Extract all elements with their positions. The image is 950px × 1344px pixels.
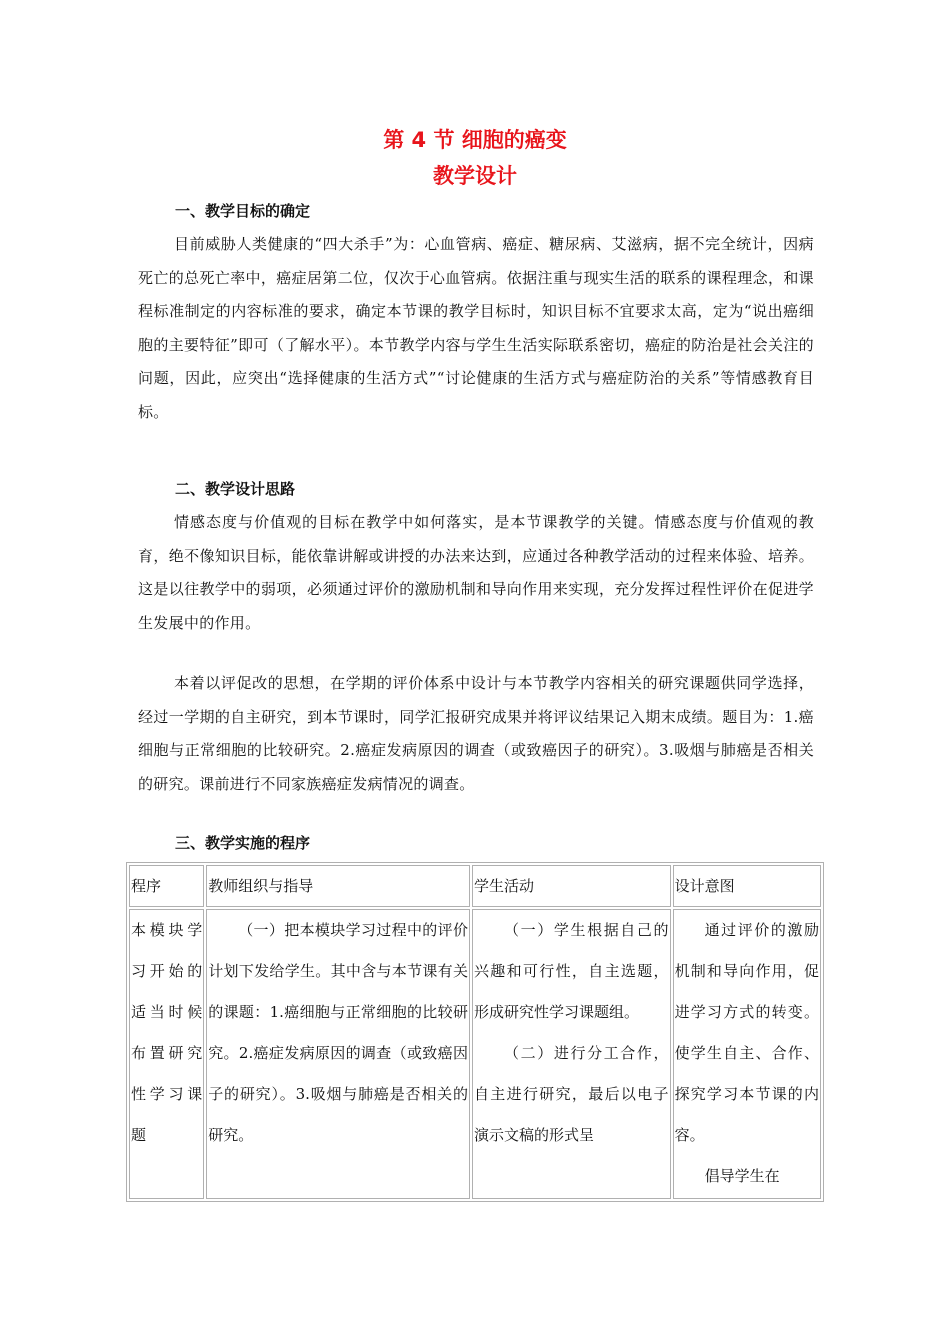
table-row	[129, 909, 821, 1199]
intent-text-1: 通过评价的激励机制和导向作用，促进学习方式的转变。使学生自主、合作、探究学习本节课的内容。	[674, 921, 819, 1144]
document-subtitle: 教学设计	[433, 164, 517, 188]
header-intent: 设计意图	[673, 865, 821, 907]
student-text-2: （二）进行分工合作，自主进行研究，最后以电子演示文稿的形式呈	[473, 1044, 669, 1144]
paragraph-design-2: 本着以评促改的思想，在学期的评价体系中设计与本节教学内容相关的研究课题供同学选择，经过一学期的自主研究，到本节课时，同学汇报研究成果并将评议结果记入期末成绩。题目为：1.癌细胞与正常细胞的比较研究。2.癌症发病原因的调查（或致癌因子的研究）。3.吸烟与肺癌是否相关的研究。课前进行不同家族癌症发病情况的调查。	[138, 674, 814, 793]
procedure-table	[126, 862, 824, 1202]
document-title: 第 4 节 细胞的癌变	[383, 128, 567, 152]
section-heading-goals: 一、教学目标的确定	[175, 202, 311, 220]
teacher-text: （一）把本模块学习过程中的评价计划下发给学生。其中含与本节课有关的课题：1.癌细胞与正常细胞的比较研究。2.癌症发病原因的调查（或致癌因子的研究）。3.吸烟与肺癌是否相关的研究。	[208, 921, 468, 1144]
paragraph-design-1: 情感态度与价值观的目标在教学中如何落实，是本节课教学的关键。情感态度与价值观的教育，绝不像知识目标，能依靠讲解或讲授的办法来达到，应通过各种教学活动的过程来体验、培养。这是以往教学中的弱项，必须通过评价的激励机制和导向作用来实现，充分发挥过程性评价在促进学生发展中的作用。	[138, 513, 814, 632]
section-heading-procedure: 三、教学实施的程序	[175, 834, 311, 852]
procedure-text: 本模块学习开始的适当时候布置研究性学习课题	[131, 921, 203, 1144]
cell-intent	[673, 909, 821, 1199]
header-student: 学生活动	[472, 865, 671, 907]
cell-student	[472, 909, 671, 1199]
paragraph-goals: 目前威胁人类健康的“四大杀手”为：心血管病、癌症、糖尿病、艾滋病，据不完全统计，因病死亡的总死亡率中，癌症居第二位，仅次于心血管病。依据注重与现实生活的联系的课程理念，和课程标准制定的内容标准的要求，确定本节课的教学目标时，知识目标不宜要求太高，定为“说出癌细胞的主要特征”即可（了解水平）。本节教学内容与学生生活实际联系密切，癌症的防治是社会关注的问题，因此，应突出“选择健康的生活方式”“讨论健康的生活方式与癌症防治的关系”等情感教育目标。	[138, 235, 814, 421]
header-procedure: 程序	[129, 865, 204, 907]
cell-teacher	[206, 909, 470, 1199]
student-text-1: （一）学生根据自己的兴趣和可行性，自主选题，形成研究性学习课题组。	[473, 921, 669, 1021]
table-header-row	[129, 865, 821, 907]
intent-text-2: 倡导学生在	[704, 1167, 780, 1185]
cell-procedure	[129, 909, 204, 1199]
section-heading-design: 二、教学设计思路	[175, 480, 296, 498]
header-teacher: 教师组织与指导	[206, 865, 470, 907]
